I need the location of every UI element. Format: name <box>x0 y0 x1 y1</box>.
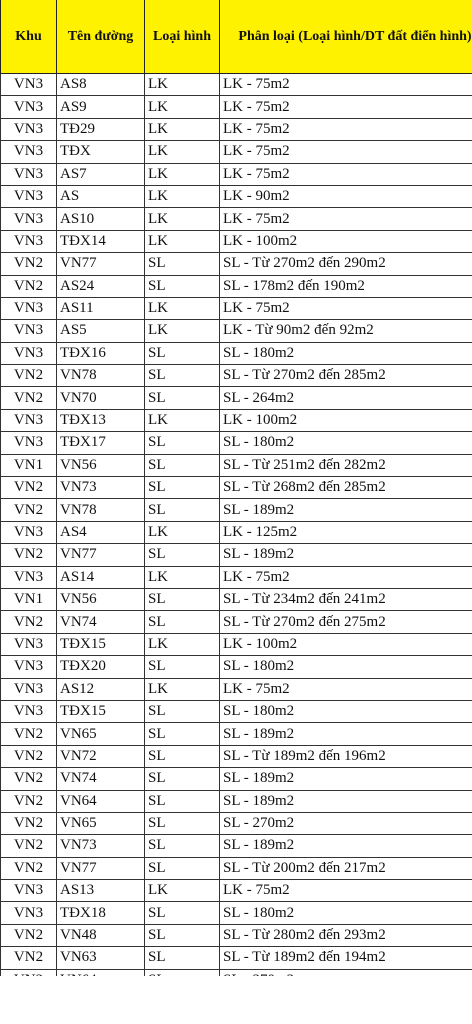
type-cell: SL <box>145 902 220 924</box>
street-cell: AS24 <box>57 275 145 297</box>
khu-cell: VN3 <box>1 678 57 700</box>
classification-cell: SL - 189m2 <box>220 544 472 566</box>
khu-cell: VN3 <box>1 880 57 902</box>
classification-cell: LK - 75m2 <box>220 163 472 185</box>
type-cell: LK <box>145 297 220 319</box>
street-cell: VN72 <box>57 745 145 767</box>
classification-cell: LK - 75m2 <box>220 678 472 700</box>
classification-cell: SL - Từ 200m2 đến 217m2 <box>220 857 472 879</box>
classification-cell: SL - Từ 189m2 đến 194m2 <box>220 947 472 969</box>
street-cell: TĐX15 <box>57 633 145 655</box>
khu-cell: VN3 <box>1 902 57 924</box>
type-cell: LK <box>145 118 220 140</box>
classification-cell: SL - Từ 189m2 đến 196m2 <box>220 745 472 767</box>
street-cell: TĐX18 <box>57 902 145 924</box>
khu-cell: VN3 <box>1 163 57 185</box>
type-cell: SL <box>145 812 220 834</box>
khu-cell: VN3 <box>1 320 57 342</box>
classification-cell: SL - 180m2 <box>220 700 472 722</box>
type-cell: LK <box>145 163 220 185</box>
table-row <box>0 902 472 924</box>
table-row <box>0 857 472 879</box>
khu-cell: VN2 <box>1 611 57 633</box>
classification-cell: LK - 75m2 <box>220 208 472 230</box>
street-cell: VN73 <box>57 477 145 499</box>
type-cell: LK <box>145 208 220 230</box>
table-row <box>0 342 472 364</box>
table-row <box>0 253 472 275</box>
classification-cell: LK - 75m2 <box>220 118 472 140</box>
classification-cell: SL - 264m2 <box>220 387 472 409</box>
table-row <box>0 924 472 946</box>
khu-cell: VN2 <box>1 275 57 297</box>
street-cell: VN65 <box>57 723 145 745</box>
table-row <box>0 320 472 342</box>
khu-cell: VN3 <box>1 118 57 140</box>
table-row <box>0 835 472 857</box>
khu-cell: VN3 <box>1 432 57 454</box>
khu-cell: VN3 <box>1 208 57 230</box>
table-row <box>0 499 472 521</box>
type-cell: LK <box>145 141 220 163</box>
table-row <box>0 566 472 588</box>
classification-cell: SL - 180m2 <box>220 656 472 678</box>
table-row <box>0 297 472 319</box>
table-row <box>0 74 472 96</box>
street-cell: TĐX15 <box>57 700 145 722</box>
table-row <box>0 700 472 722</box>
street-cell: TĐX17 <box>57 432 145 454</box>
table-row <box>0 723 472 745</box>
table-row <box>0 477 472 499</box>
khu-cell: VN3 <box>1 633 57 655</box>
khu-cell: VN2 <box>1 723 57 745</box>
street-cell: VN78 <box>57 499 145 521</box>
table-row <box>0 678 472 700</box>
type-cell: SL <box>145 342 220 364</box>
table-row <box>0 365 472 387</box>
khu-cell: VN3 <box>1 521 57 543</box>
table-row <box>0 230 472 252</box>
table-row <box>0 409 472 431</box>
type-cell: SL <box>145 253 220 275</box>
street-cell: AS11 <box>57 297 145 319</box>
table-row <box>0 96 472 118</box>
khu-cell: VN2 <box>1 745 57 767</box>
table-row <box>0 812 472 834</box>
khu-cell: VN2 <box>1 835 57 857</box>
street-cell: AS14 <box>57 566 145 588</box>
khu-cell: VN3 <box>1 700 57 722</box>
classification-cell: SL - Từ 268m2 đến 285m2 <box>220 477 472 499</box>
type-cell: LK <box>145 320 220 342</box>
khu-cell: VN2 <box>1 253 57 275</box>
type-cell: LK <box>145 880 220 902</box>
khu-cell: VN2 <box>1 477 57 499</box>
street-cell: VN56 <box>57 588 145 610</box>
street-cell: TĐ29 <box>57 118 145 140</box>
type-cell: SL <box>145 790 220 812</box>
type-cell: SL <box>145 924 220 946</box>
type-cell: LK <box>145 185 220 207</box>
table-row <box>0 163 472 185</box>
street-cell: AS10 <box>57 208 145 230</box>
type-cell: SL <box>145 387 220 409</box>
khu-cell: VN1 <box>1 454 57 476</box>
header-phan-loai: Phân loại (Loại hình/DT đất điển hình) <box>220 0 472 74</box>
classification-cell: SL - Từ 280m2 đến 293m2 <box>220 924 472 946</box>
table-row <box>0 521 472 543</box>
classification-cell: SL - 178m2 đến 190m2 <box>220 275 472 297</box>
classification-cell: LK - 100m2 <box>220 230 472 252</box>
khu-cell: VN2 <box>1 947 57 969</box>
type-cell: SL <box>145 275 220 297</box>
type-cell: SL <box>145 768 220 790</box>
khu-cell: VN3 <box>1 656 57 678</box>
classification-cell: SL - Từ 270m2 đến 290m2 <box>220 253 472 275</box>
street-cell: TĐX16 <box>57 342 145 364</box>
table-row <box>0 611 472 633</box>
street-cell: VN77 <box>57 253 145 275</box>
classification-cell: LK - 75m2 <box>220 880 472 902</box>
type-cell: LK <box>145 521 220 543</box>
classification-cell: SL - Từ 270m2 đến 285m2 <box>220 365 472 387</box>
table-row <box>0 275 472 297</box>
table-row <box>0 588 472 610</box>
classification-cell: LK - 75m2 <box>220 297 472 319</box>
street-cell: AS9 <box>57 96 145 118</box>
blank-area <box>0 976 472 1024</box>
table-row <box>0 790 472 812</box>
type-cell: SL <box>145 365 220 387</box>
khu-cell: VN2 <box>1 924 57 946</box>
khu-cell: VN2 <box>1 857 57 879</box>
table-row <box>0 880 472 902</box>
classification-cell: LK - 75m2 <box>220 74 472 96</box>
table-row <box>0 947 472 969</box>
street-cell: VN65 <box>57 812 145 834</box>
khu-cell: VN2 <box>1 365 57 387</box>
khu-cell: VN3 <box>1 96 57 118</box>
type-cell: SL <box>145 857 220 879</box>
street-cell: VN74 <box>57 768 145 790</box>
table-row <box>0 745 472 767</box>
khu-cell: VN3 <box>1 297 57 319</box>
type-cell: SL <box>145 745 220 767</box>
classification-cell: SL - 189m2 <box>220 835 472 857</box>
type-cell: SL <box>145 588 220 610</box>
table-row <box>0 185 472 207</box>
classification-cell: SL - Từ 251m2 đến 282m2 <box>220 454 472 476</box>
type-cell: SL <box>145 723 220 745</box>
table-row <box>0 118 472 140</box>
street-cell: AS12 <box>57 678 145 700</box>
street-cell: VN78 <box>57 365 145 387</box>
khu-cell: VN3 <box>1 342 57 364</box>
classification-cell: SL - 180m2 <box>220 902 472 924</box>
khu-cell: VN2 <box>1 544 57 566</box>
header-ten-duong: Tên đường <box>57 0 145 74</box>
classification-cell: SL - 189m2 <box>220 768 472 790</box>
classification-cell: SL - 189m2 <box>220 723 472 745</box>
table-row <box>0 656 472 678</box>
khu-cell: VN3 <box>1 141 57 163</box>
type-cell: SL <box>145 499 220 521</box>
street-cell: VN63 <box>57 947 145 969</box>
classification-cell: LK - 100m2 <box>220 633 472 655</box>
street-cell: VN74 <box>57 611 145 633</box>
street-cell: TĐX <box>57 141 145 163</box>
type-cell: LK <box>145 409 220 431</box>
khu-cell: VN2 <box>1 812 57 834</box>
street-cell: AS8 <box>57 74 145 96</box>
street-cell: AS7 <box>57 163 145 185</box>
table-row <box>0 633 472 655</box>
table-body <box>0 74 472 1014</box>
classification-cell: SL - 180m2 <box>220 432 472 454</box>
classification-cell: SL - 189m2 <box>220 790 472 812</box>
header-loai-hinh: Loại hình <box>145 0 220 74</box>
classification-cell: LK - 90m2 <box>220 185 472 207</box>
type-cell: LK <box>145 678 220 700</box>
street-cell: VN56 <box>57 454 145 476</box>
street-cell: VN48 <box>57 924 145 946</box>
khu-cell: VN3 <box>1 230 57 252</box>
khu-cell: VN2 <box>1 790 57 812</box>
street-cell: TĐX14 <box>57 230 145 252</box>
type-cell: LK <box>145 633 220 655</box>
table-row <box>0 768 472 790</box>
street-cell: AS13 <box>57 880 145 902</box>
classification-cell: LK - Từ 90m2 đến 92m2 <box>220 320 472 342</box>
header-row <box>0 0 472 74</box>
street-cell: TĐX13 <box>57 409 145 431</box>
table-row <box>0 141 472 163</box>
khu-cell: VN2 <box>1 768 57 790</box>
street-cell: TĐX20 <box>57 656 145 678</box>
type-cell: LK <box>145 74 220 96</box>
classification-cell: LK - 125m2 <box>220 521 472 543</box>
street-cell: VN70 <box>57 387 145 409</box>
street-cell: AS <box>57 185 145 207</box>
type-cell: SL <box>145 611 220 633</box>
type-cell: SL <box>145 947 220 969</box>
table-row <box>0 544 472 566</box>
khu-cell: VN1 <box>1 588 57 610</box>
street-cell: AS5 <box>57 320 145 342</box>
street-cell: VN77 <box>57 857 145 879</box>
classification-cell: LK - 100m2 <box>220 409 472 431</box>
classification-cell: SL - 189m2 <box>220 499 472 521</box>
type-cell: SL <box>145 835 220 857</box>
khu-cell: VN2 <box>1 387 57 409</box>
type-cell: SL <box>145 477 220 499</box>
classification-cell: LK - 75m2 <box>220 141 472 163</box>
khu-cell: VN3 <box>1 185 57 207</box>
table-row <box>0 208 472 230</box>
classification-cell: SL - Từ 234m2 đến 241m2 <box>220 588 472 610</box>
khu-cell: VN2 <box>1 499 57 521</box>
street-cell: VN64 <box>57 790 145 812</box>
classification-cell: SL - Từ 270m2 đến 275m2 <box>220 611 472 633</box>
type-cell: SL <box>145 656 220 678</box>
classification-cell: SL - 270m2 <box>220 812 472 834</box>
table-row <box>0 432 472 454</box>
type-cell: SL <box>145 454 220 476</box>
type-cell: SL <box>145 544 220 566</box>
classification-cell: LK - 75m2 <box>220 96 472 118</box>
type-cell: LK <box>145 96 220 118</box>
khu-cell: VN3 <box>1 409 57 431</box>
street-cell: VN73 <box>57 835 145 857</box>
street-cell: AS4 <box>57 521 145 543</box>
table-row <box>0 454 472 476</box>
classification-cell: SL - 180m2 <box>220 342 472 364</box>
type-cell: LK <box>145 230 220 252</box>
khu-cell: VN3 <box>1 566 57 588</box>
type-cell: SL <box>145 700 220 722</box>
type-cell: LK <box>145 566 220 588</box>
type-cell: SL <box>145 432 220 454</box>
header-khu: Khu <box>1 0 57 74</box>
classification-cell: LK - 75m2 <box>220 566 472 588</box>
street-cell: VN77 <box>57 544 145 566</box>
khu-cell: VN3 <box>1 74 57 96</box>
table-row <box>0 387 472 409</box>
